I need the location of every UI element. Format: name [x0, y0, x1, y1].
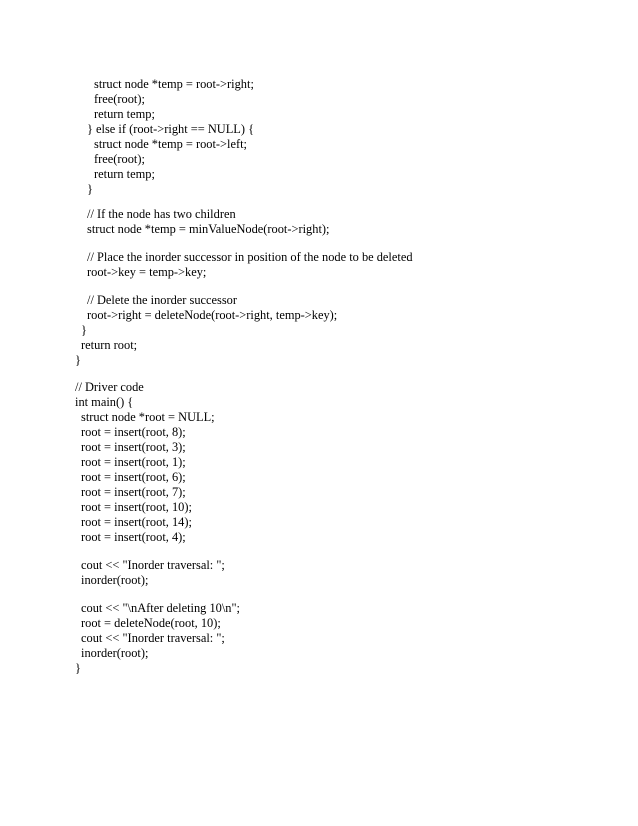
code-line: // If the node has two children — [87, 207, 236, 221]
code-line: // Delete the inorder successor — [87, 293, 238, 307]
code-line: root = deleteNode(root, 10); — [81, 616, 221, 630]
code-line: cout << "\nAfter deleting 10\n"; — [81, 601, 240, 615]
code-line: root->key = temp->key; — [87, 265, 207, 279]
code-line: root = insert(root, 10); — [81, 500, 192, 514]
code-line: root = insert(root, 1); — [81, 455, 186, 469]
code-line: inorder(root); — [81, 573, 149, 587]
code-line: struct node *temp = minValueNode(root->right); — [87, 222, 330, 236]
code-line: } — [87, 182, 93, 196]
code-line: root = insert(root, 3); — [81, 440, 186, 454]
code-line: root = insert(root, 4); — [81, 530, 186, 544]
code-line: } — [75, 661, 81, 675]
code-line: struct node *root = NULL; — [81, 410, 215, 424]
code-line: } — [81, 323, 87, 337]
code-line: root = insert(root, 7); — [81, 485, 186, 499]
code-line: return temp; — [94, 107, 155, 121]
code-line: } — [75, 353, 81, 367]
code-line: } else if (root->right == NULL) { — [87, 122, 255, 136]
code-line: root = insert(root, 8); — [81, 425, 186, 439]
code-line: root = insert(root, 14); — [81, 515, 192, 529]
code-line: // Place the inorder successor in position of the node to be deleted — [87, 250, 413, 264]
code-line: cout << "Inorder traversal: "; — [81, 631, 225, 645]
code-line: return temp; — [94, 167, 155, 181]
code-line: cout << "Inorder traversal: "; — [81, 558, 225, 572]
code-line: inorder(root); — [81, 646, 149, 660]
code-line: return root; — [81, 338, 138, 352]
code-line: // Driver code — [75, 380, 144, 394]
code-line: root = insert(root, 6); — [81, 470, 186, 484]
code-line: free(root); — [94, 152, 145, 166]
code-line: free(root); — [94, 92, 145, 106]
code-line: struct node *temp = root->right; — [94, 77, 254, 91]
code-line: int main() { — [75, 395, 134, 409]
code-line: struct node *temp = root->left; — [94, 137, 247, 151]
code-line: root->right = deleteNode(root->right, temp->key); — [87, 308, 338, 322]
